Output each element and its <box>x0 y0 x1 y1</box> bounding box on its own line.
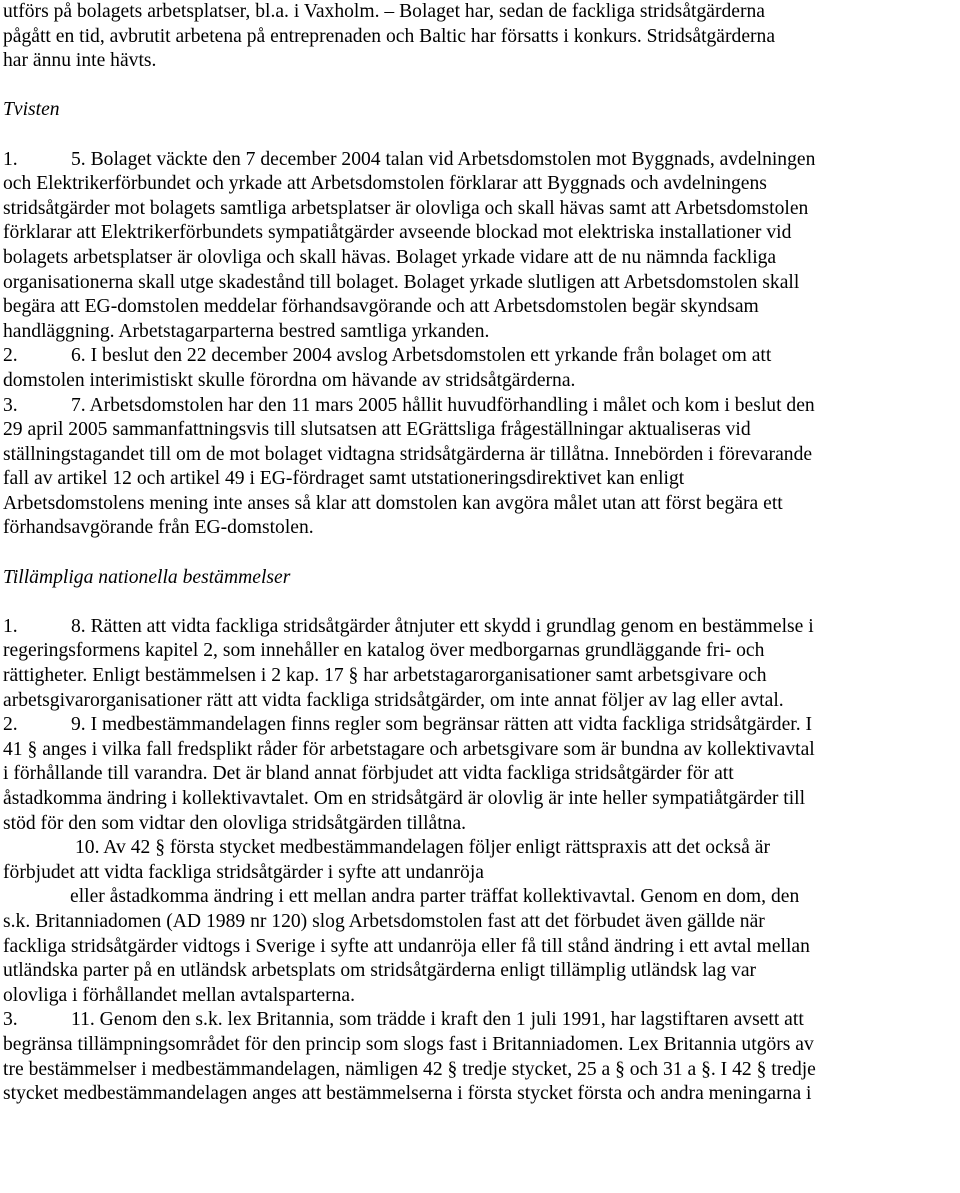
text-line: 41 § anges i vilka fall fredsplikt råder för arbetstagare och arbetsgivare som är bundna av kollektivavtal <box>3 738 815 760</box>
text-line: regeringsformens kapitel 2, som innehåller en katalog över medborgarnas grundläggande fri- och <box>3 640 765 662</box>
text-span: Rätten att vidta fackliga stridsåtgärder åtnjuter ett skydd i grundlag genom en bestämmelse i <box>85 615 814 637</box>
text-span: I medbestämmandelagen finns regler som begränsar rätten att vidta fackliga stridsåtgärder. I <box>85 714 813 736</box>
text-line: stycket medbestämmandelagen anges att bestämmelserna i första stycket första och andra meningarna i <box>3 1083 812 1105</box>
list-number: 2. <box>3 714 18 736</box>
text-line <box>3 713 958 738</box>
text-line: utförs på bolagets arbetsplatser, bl.a. i Vaxholm. – Bolaget har, sedan de fackliga stridsåtgärderna <box>3 1 765 22</box>
text-line: förklarar att Elektrikerförbundets sympatiåtgärder avseende blockad mot elektriska installationer vid <box>3 222 792 244</box>
paragraph-gap <box>3 590 958 615</box>
paragraph-number: 8. <box>71 615 86 637</box>
text-line <box>3 148 958 173</box>
paragraph-gap <box>3 74 958 99</box>
text-line: 29 april 2005 sammanfattningsvis till slutsatsen att EGrättsliga frågeställningar aktualiseras vid <box>3 419 751 441</box>
text-line: begära att EG-domstolen meddelar förhandsavgörande och att Arbetsdomstolen begär skyndsam <box>3 296 759 318</box>
paragraph-number: 6. <box>71 345 86 367</box>
text-line: rättigheter. Enligt bestämmelsen i 2 kap. 17 § har arbetstagarorganisationer samt arbetsgivare och <box>3 665 767 687</box>
paragraph-number: 5. <box>71 148 86 170</box>
text-line: begränsa tillämpningsområdet för den princip som slogs fast i Britanniadomen. Lex Britannia utgörs av <box>3 1033 814 1055</box>
paragraph-5 <box>3 148 958 345</box>
section-heading-tvisten: Tvisten <box>3 99 60 121</box>
list-number: 1. <box>3 148 18 170</box>
text-span: 10. Av 42 § första stycket medbestämmandelagen följer enligt rättspraxis att det också är <box>75 837 771 859</box>
text-line: stöd för den som vidtar den olovliga stridsåtgärden tillåtna. <box>3 812 467 834</box>
text-line <box>3 1008 958 1033</box>
paragraph-gap <box>3 123 958 148</box>
text-line <box>3 615 958 640</box>
paragraph-number: 9. <box>71 714 86 736</box>
document-page <box>3 0 958 1107</box>
text-line: tre bestämmelser i medbestämmandelagen, nämligen 42 § tredje stycket, 25 a § och 31 a §. I 42 § tredje <box>3 1058 816 1080</box>
list-number: 3. <box>3 394 18 416</box>
text-line: åstadkomma ändring i kollektivavtalet. Om en stridsåtgärd är olovlig är inte heller sympatiåtgärder till <box>3 788 806 809</box>
text-line: domstolen interimistiskt skulle förordna om hävande av stridsåtgärderna. <box>3 369 576 391</box>
text-line: och Elektrikerförbundet och yrkade att Arbetsdomstolen förklarar att Byggnads och avdelningens <box>3 173 767 195</box>
list-number: 1. <box>3 615 18 637</box>
intro-paragraph <box>3 0 958 74</box>
text-line: s.k. Britanniadomen (AD 1989 nr 120) slog Arbetsdomstolen fast att det förbudet även gällde när <box>3 910 765 932</box>
paragraph-10 <box>3 836 958 1008</box>
paragraph-11 <box>3 1008 958 1106</box>
text-span: Arbetsdomstolen har den 11 mars 2005 hållit huvudförhandling i målet och kom i beslut den <box>85 394 815 416</box>
text-span: 11. Genom den s.k. lex Britannia, som trädde i kraft den 1 juli 1991, har lagstiftaren avsett att <box>71 1009 804 1031</box>
text-line: ställningstagandet till om de mot bolaget vidtagna stridsåtgärderna är tillåtna. Innebörden i förevarande <box>3 443 813 465</box>
paragraph-7 <box>3 394 958 542</box>
text-line: bolagets arbetsplatser är olovliga och skall hävas. Bolaget yrkade vidare att de nu nämnda fackliga <box>3 246 777 268</box>
paragraph-8 <box>3 615 958 713</box>
text-line: fall av artikel 12 och artikel 49 i EG-fördraget samt utstationeringsdirektivet kan enligt <box>3 468 685 490</box>
text-line <box>3 344 958 369</box>
text-span: Bolaget väckte den 7 december 2004 talan vid Arbetsdomstolen mot Byggnads, avdelningen <box>85 148 816 170</box>
text-line: har ännu inte hävts. <box>3 50 157 72</box>
text-line <box>3 836 958 861</box>
text-span: eller åstadkomma ändring i ett mellan andra parter träffat kollektivavtal. Genom en dom, den <box>70 886 800 908</box>
text-line: utländska parter på en utländsk arbetsplats om stridsåtgärderna enligt tillämplig utländsk lag var <box>3 960 757 982</box>
list-number: 2. <box>3 345 18 367</box>
section-heading-tillampliga: Tillämpliga nationella bestämmelser <box>3 566 291 588</box>
text-line <box>3 885 958 910</box>
text-line <box>3 394 958 419</box>
text-line: i förhållande till varandra. Det är bland annat förbjudet att vidta fackliga stridsåtgärder för att <box>3 763 734 785</box>
text-line: olovliga i förhållandet mellan avtalsparterna. <box>3 984 356 1006</box>
text-span: I beslut den 22 december 2004 avslog Arbetsdomstolen ett yrkande från bolaget om att <box>85 345 772 367</box>
paragraph-number: 7. <box>71 394 86 416</box>
text-line: handläggning. Arbetstagarparterna bestred samtliga yrkanden. <box>3 320 490 342</box>
text-line: förhandsavgörande från EG-domstolen. <box>3 517 314 539</box>
text-line: pågått en tid, avbrutit arbetena på entreprenaden och Baltic har försatts i konkurs. Stridsåtgärderna <box>3 25 776 47</box>
text-line: fackliga stridsåtgärder vidtogs i Sverige i syfte att undanröja eller få till stånd ändring i ett avtal mellan <box>3 935 810 957</box>
list-number: 3. <box>3 1009 18 1031</box>
text-line: organisationerna skall utge skadestånd till bolaget. Bolaget yrkade slutligen att Arbetsdomstolen skall <box>3 271 800 293</box>
paragraph-9 <box>3 713 958 836</box>
paragraph-6 <box>3 344 958 393</box>
text-line: arbetsgivarorganisationer rätt att vidta fackliga stridsåtgärder, om inte annat följer av lag eller avtal. <box>3 689 784 711</box>
text-line: förbjudet att vidta fackliga stridsåtgärder i syfte att undanröja <box>3 861 484 883</box>
paragraph-gap <box>3 541 958 566</box>
text-line: stridsåtgärder mot bolagets samtliga arbetsplatser är olovliga och skall hävas samt att Arbetsdomstolen <box>3 197 809 219</box>
text-line: Arbetsdomstolens mening inte anses så klar att domstolen kan avgöra målet utan att först begära ett <box>3 492 783 514</box>
